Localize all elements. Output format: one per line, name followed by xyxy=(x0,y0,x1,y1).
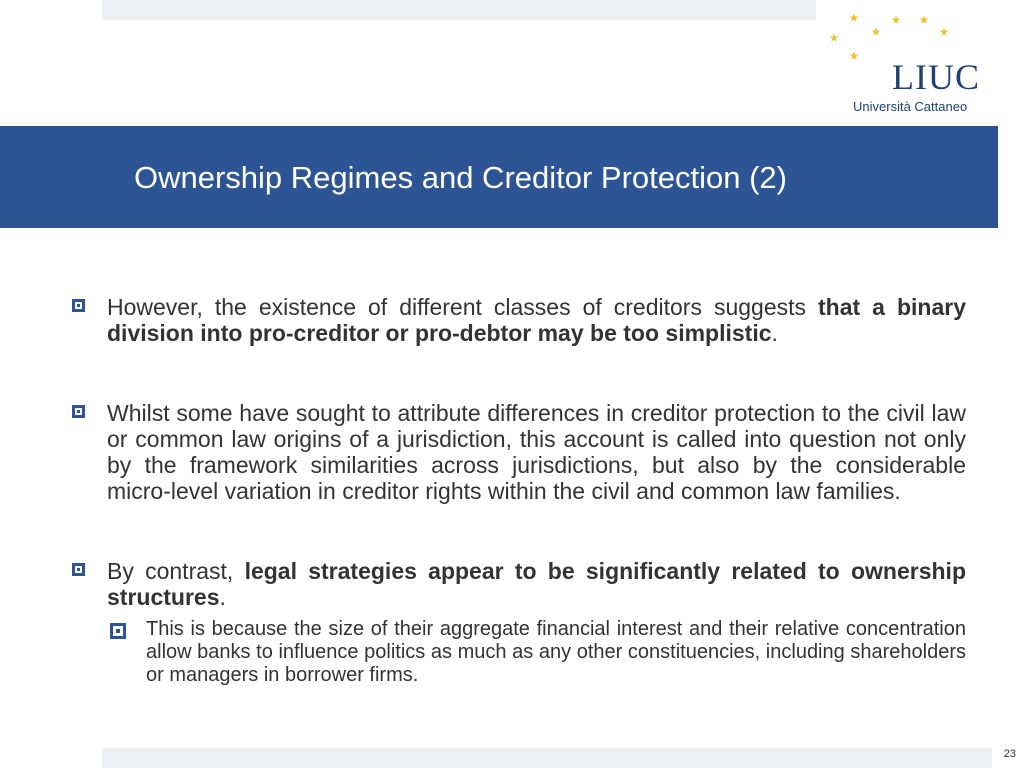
page-number: 23 xyxy=(1003,748,1016,760)
star-icon xyxy=(920,16,929,24)
university-logo xyxy=(820,8,1010,120)
star-icon xyxy=(830,34,839,42)
star-icon xyxy=(850,52,859,60)
slide-title: Ownership Regimes and Creditor Protection (2) xyxy=(134,160,787,195)
star-icon xyxy=(850,14,859,22)
star-icon xyxy=(872,28,881,36)
star-icon xyxy=(940,28,949,36)
bullet-emphasis: legal strategies appear to be significantly related to ownership structures xyxy=(107,558,966,610)
bottom-decor-strip xyxy=(102,748,992,768)
bullet-text: By contrast, legal strategies appear to be significantly related to ownership structures. xyxy=(107,558,966,610)
sub-bullet-item xyxy=(110,618,966,687)
bullet-item xyxy=(72,558,966,610)
square-bullet-icon xyxy=(72,405,85,418)
star-icon xyxy=(892,16,901,24)
title-band xyxy=(0,126,998,228)
top-decor-strip xyxy=(102,0,816,20)
bullet-text: However, the existence of different classes of creditors suggests that a binary division into pro-creditor or pro-debtor may be too simplistic. xyxy=(107,294,966,346)
sub-bullet-text: This is because the size of their aggregate financial interest and their relative concentration allow banks to influence politics as much as any other constituencies, including shareholders or managers in borrower firms. xyxy=(146,618,966,686)
logo-wordmark: LIUC xyxy=(892,57,980,97)
bullet-item xyxy=(72,400,966,504)
bullet-item xyxy=(72,294,966,346)
bullet-text: Whilst some have sought to attribute differences in creditor protection to the civil law or common law origins of a jurisdiction, this account is called into question not only by the framework similarities across jurisdictions, but also by the considerable micro-level variation in creditor rights within the civil and common law families. xyxy=(107,400,966,504)
square-bullet-icon xyxy=(72,299,85,312)
square-bullet-icon xyxy=(72,563,85,576)
bullet-emphasis: that a binary division into pro-creditor or pro-debtor may be too simplistic xyxy=(107,294,966,346)
logo-subtitle: Università Cattaneo xyxy=(853,99,968,114)
square-sub-bullet-icon xyxy=(110,623,126,639)
